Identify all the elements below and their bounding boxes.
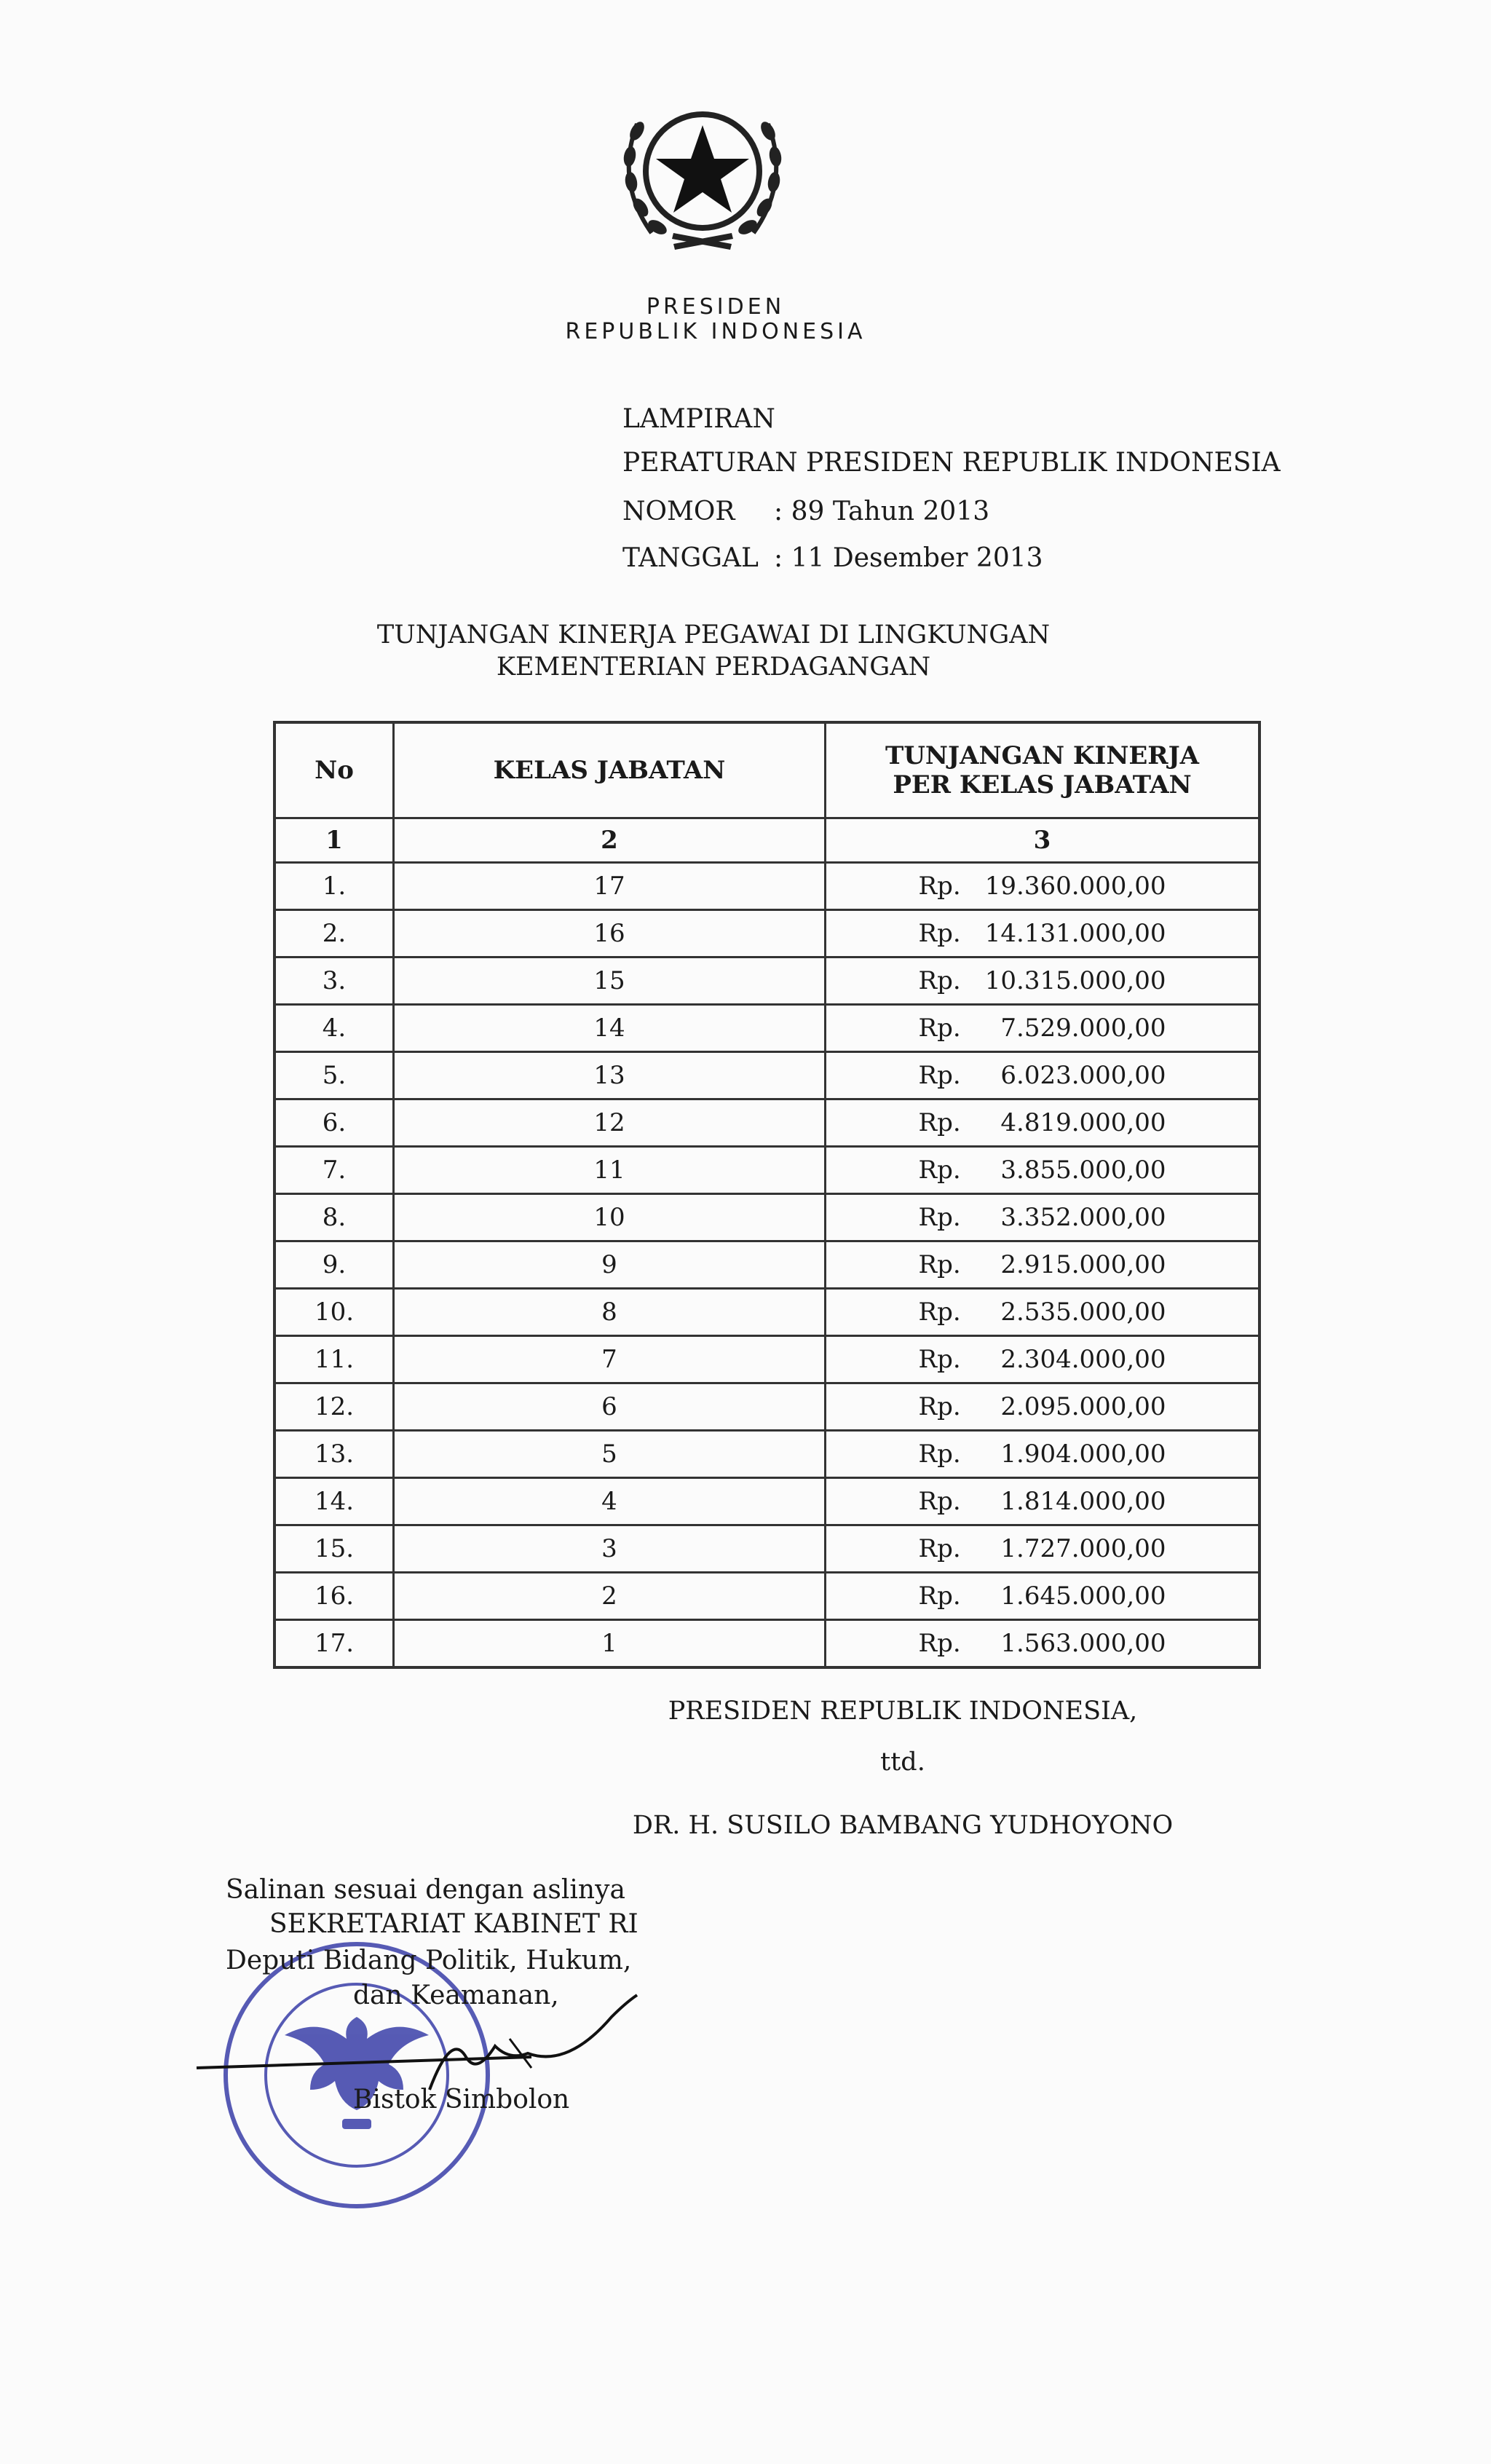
signature-name: DR. H. SUSILO BAMBANG YUDHOYONO bbox=[632, 1811, 1174, 1840]
cell-tunjangan bbox=[826, 1383, 1260, 1431]
allowance-table bbox=[273, 721, 1261, 1669]
amount-value: 2.095.000,00 bbox=[1000, 1392, 1166, 1421]
amount-value: 6.023.000,00 bbox=[1000, 1061, 1166, 1090]
currency-label: Rp. bbox=[918, 1440, 961, 1469]
copy-note-line-4: dan Keamanan, bbox=[353, 1981, 559, 2010]
column-number-row bbox=[274, 818, 1259, 863]
currency-label: Rp. bbox=[918, 1014, 961, 1043]
cell-kelas-jabatan: 16 bbox=[394, 910, 826, 957]
amount-value: 1.645.000,00 bbox=[1000, 1582, 1166, 1611]
presidential-emblem-icon bbox=[608, 73, 797, 262]
table-row bbox=[274, 910, 1259, 957]
cell-tunjangan bbox=[826, 1052, 1260, 1099]
lampiran-label: LAMPIRAN bbox=[622, 404, 775, 434]
amount-value: 7.529.000,00 bbox=[1000, 1014, 1166, 1043]
money-amount bbox=[919, 872, 1166, 901]
cell-no: 3. bbox=[274, 957, 394, 1005]
money-amount bbox=[919, 1298, 1166, 1327]
copy-note-line-1: Salinan sesuai dengan aslinya bbox=[226, 1875, 625, 1905]
currency-label: Rp. bbox=[918, 1392, 961, 1421]
table-row bbox=[274, 957, 1259, 1005]
table-row bbox=[274, 1241, 1259, 1289]
table-row bbox=[274, 863, 1259, 910]
nomor-label: NOMOR bbox=[622, 497, 735, 526]
amount-value: 1.727.000,00 bbox=[1000, 1534, 1166, 1563]
table-row bbox=[274, 1005, 1259, 1052]
cell-tunjangan bbox=[826, 1431, 1260, 1478]
amount-value: 1.563.000,00 bbox=[1000, 1629, 1166, 1658]
amount-value: 10.315.000,00 bbox=[984, 966, 1166, 995]
cell-tunjangan bbox=[826, 1525, 1260, 1573]
cell-kelas-jabatan: 2 bbox=[394, 1573, 826, 1620]
column-header-kelas: KELAS JABATAN bbox=[394, 722, 826, 818]
money-amount bbox=[919, 1582, 1166, 1611]
cell-kelas-jabatan: 15 bbox=[394, 957, 826, 1005]
table-row bbox=[274, 1620, 1259, 1668]
currency-label: Rp. bbox=[918, 1345, 961, 1374]
currency-label: Rp. bbox=[918, 1250, 961, 1279]
cell-kelas-jabatan: 3 bbox=[394, 1525, 826, 1573]
tanggal-value: : 11 Desember 2013 bbox=[774, 543, 1043, 573]
cell-no: 11. bbox=[274, 1336, 394, 1383]
money-amount bbox=[919, 1345, 1166, 1374]
currency-label: Rp. bbox=[918, 1108, 961, 1137]
cell-no: 17. bbox=[274, 1620, 394, 1668]
copy-note-line-3: Deputi Bidang Politik, Hukum, bbox=[226, 1946, 632, 1975]
cell-tunjangan bbox=[826, 1336, 1260, 1383]
table-row bbox=[274, 1194, 1259, 1241]
cell-no: 8. bbox=[274, 1194, 394, 1241]
cell-tunjangan bbox=[826, 910, 1260, 957]
nomor-value: : 89 Tahun 2013 bbox=[774, 497, 990, 526]
institution-line-1: PRESIDEN bbox=[646, 294, 786, 320]
copy-note-signer: Bistok Simbolon bbox=[353, 2085, 570, 2114]
cell-kelas-jabatan: 11 bbox=[394, 1147, 826, 1194]
money-amount bbox=[919, 1108, 1166, 1137]
cell-tunjangan bbox=[826, 1573, 1260, 1620]
currency-label: Rp. bbox=[918, 1582, 961, 1611]
cell-no: 15. bbox=[274, 1525, 394, 1573]
cell-no: 9. bbox=[274, 1241, 394, 1289]
currency-label: Rp. bbox=[918, 1487, 961, 1516]
cell-tunjangan bbox=[826, 1241, 1260, 1289]
cell-no: 13. bbox=[274, 1431, 394, 1478]
column-header-tunjangan bbox=[826, 722, 1260, 818]
amount-value: 2.304.000,00 bbox=[1000, 1345, 1166, 1374]
tanggal-row bbox=[622, 543, 1043, 573]
table-row bbox=[274, 1336, 1259, 1383]
amount-value: 1.814.000,00 bbox=[1000, 1487, 1166, 1516]
table-row bbox=[274, 1525, 1259, 1573]
amount-value: 3.855.000,00 bbox=[1000, 1156, 1166, 1185]
cell-kelas-jabatan: 6 bbox=[394, 1383, 826, 1431]
currency-label: Rp. bbox=[918, 1203, 961, 1232]
cell-kelas-jabatan: 5 bbox=[394, 1431, 826, 1478]
table-row bbox=[274, 1431, 1259, 1478]
table-header-row bbox=[274, 722, 1259, 818]
cell-no: 1. bbox=[274, 863, 394, 910]
column-number: 2 bbox=[394, 818, 826, 863]
tanggal-label: TANGGAL bbox=[622, 543, 759, 573]
column-number: 1 bbox=[274, 818, 394, 863]
document-title-line-2: KEMENTERIAN PERDAGANGAN bbox=[496, 652, 931, 682]
table-row bbox=[274, 1573, 1259, 1620]
table-row bbox=[274, 1052, 1259, 1099]
cell-tunjangan bbox=[826, 1620, 1260, 1668]
money-amount bbox=[919, 1250, 1166, 1279]
money-amount bbox=[919, 1629, 1166, 1658]
cell-no: 5. bbox=[274, 1052, 394, 1099]
money-amount bbox=[919, 1203, 1166, 1232]
cell-tunjangan bbox=[826, 863, 1260, 910]
table-row bbox=[274, 1383, 1259, 1431]
cell-no: 12. bbox=[274, 1383, 394, 1431]
amount-value: 14.131.000,00 bbox=[984, 919, 1166, 948]
copy-note-line-2: SEKRETARIAT KABINET RI bbox=[269, 1909, 638, 1939]
money-amount bbox=[919, 919, 1166, 948]
cell-no: 4. bbox=[274, 1005, 394, 1052]
table-row bbox=[274, 1099, 1259, 1147]
money-amount bbox=[919, 1534, 1166, 1563]
currency-label: Rp. bbox=[918, 919, 961, 948]
cell-kelas-jabatan: 8 bbox=[394, 1289, 826, 1336]
cell-tunjangan bbox=[826, 1147, 1260, 1194]
cell-tunjangan bbox=[826, 1478, 1260, 1525]
nomor-row bbox=[622, 497, 989, 526]
signature-ttd: ttd. bbox=[880, 1748, 925, 1777]
cell-kelas-jabatan: 17 bbox=[394, 863, 826, 910]
money-amount bbox=[919, 1156, 1166, 1185]
money-amount bbox=[919, 1440, 1166, 1469]
amount-value: 4.819.000,00 bbox=[1000, 1108, 1166, 1137]
money-amount bbox=[919, 1061, 1166, 1090]
money-amount bbox=[919, 966, 1166, 995]
column-header-no: No bbox=[274, 722, 394, 818]
signature-office: PRESIDEN REPUBLIK INDONESIA, bbox=[668, 1697, 1138, 1726]
amount-value: 2.915.000,00 bbox=[1000, 1250, 1166, 1279]
cell-tunjangan bbox=[826, 957, 1260, 1005]
cell-kelas-jabatan: 9 bbox=[394, 1241, 826, 1289]
cell-kelas-jabatan: 10 bbox=[394, 1194, 826, 1241]
cell-kelas-jabatan: 7 bbox=[394, 1336, 826, 1383]
cell-no: 2. bbox=[274, 910, 394, 957]
amount-value: 3.352.000,00 bbox=[1000, 1203, 1166, 1232]
regulation-title: PERATURAN PRESIDEN REPUBLIK INDONESIA bbox=[622, 448, 1281, 478]
cell-kelas-jabatan: 1 bbox=[394, 1620, 826, 1668]
currency-label: Rp. bbox=[918, 1156, 961, 1185]
cell-kelas-jabatan: 13 bbox=[394, 1052, 826, 1099]
table-row bbox=[274, 1478, 1259, 1525]
currency-label: Rp. bbox=[918, 1298, 961, 1327]
cell-tunjangan bbox=[826, 1289, 1260, 1336]
cell-kelas-jabatan: 14 bbox=[394, 1005, 826, 1052]
currency-label: Rp. bbox=[918, 872, 961, 901]
amount-value: 1.904.000,00 bbox=[1000, 1440, 1166, 1469]
cell-no: 14. bbox=[274, 1478, 394, 1525]
money-amount bbox=[919, 1487, 1166, 1516]
column-header-tunjangan-line1: TUNJANGAN KINERJA bbox=[885, 741, 1200, 770]
cell-no: 6. bbox=[274, 1099, 394, 1147]
cell-tunjangan bbox=[826, 1099, 1260, 1147]
document-title-line-1: TUNJANGAN KINERJA PEGAWAI DI LINGKUNGAN bbox=[376, 620, 1051, 649]
cell-kelas-jabatan: 4 bbox=[394, 1478, 826, 1525]
cell-kelas-jabatan: 12 bbox=[394, 1099, 826, 1147]
cell-tunjangan bbox=[826, 1194, 1260, 1241]
currency-label: Rp. bbox=[918, 966, 961, 995]
currency-label: Rp. bbox=[918, 1534, 961, 1563]
cell-no: 16. bbox=[274, 1573, 394, 1620]
amount-value: 2.535.000,00 bbox=[1000, 1298, 1166, 1327]
currency-label: Rp. bbox=[918, 1061, 961, 1090]
amount-value: 19.360.000,00 bbox=[984, 872, 1166, 901]
cell-no: 7. bbox=[274, 1147, 394, 1194]
money-amount bbox=[919, 1392, 1166, 1421]
institution-line-2: REPUBLIK INDONESIA bbox=[565, 319, 866, 344]
column-header-tunjangan-line2: PER KELAS JABATAN bbox=[893, 770, 1192, 799]
cell-tunjangan bbox=[826, 1005, 1260, 1052]
column-number: 3 bbox=[826, 818, 1260, 863]
currency-label: Rp. bbox=[918, 1629, 961, 1658]
table-row bbox=[274, 1289, 1259, 1336]
cell-no: 10. bbox=[274, 1289, 394, 1336]
table-row bbox=[274, 1147, 1259, 1194]
money-amount bbox=[919, 1014, 1166, 1043]
